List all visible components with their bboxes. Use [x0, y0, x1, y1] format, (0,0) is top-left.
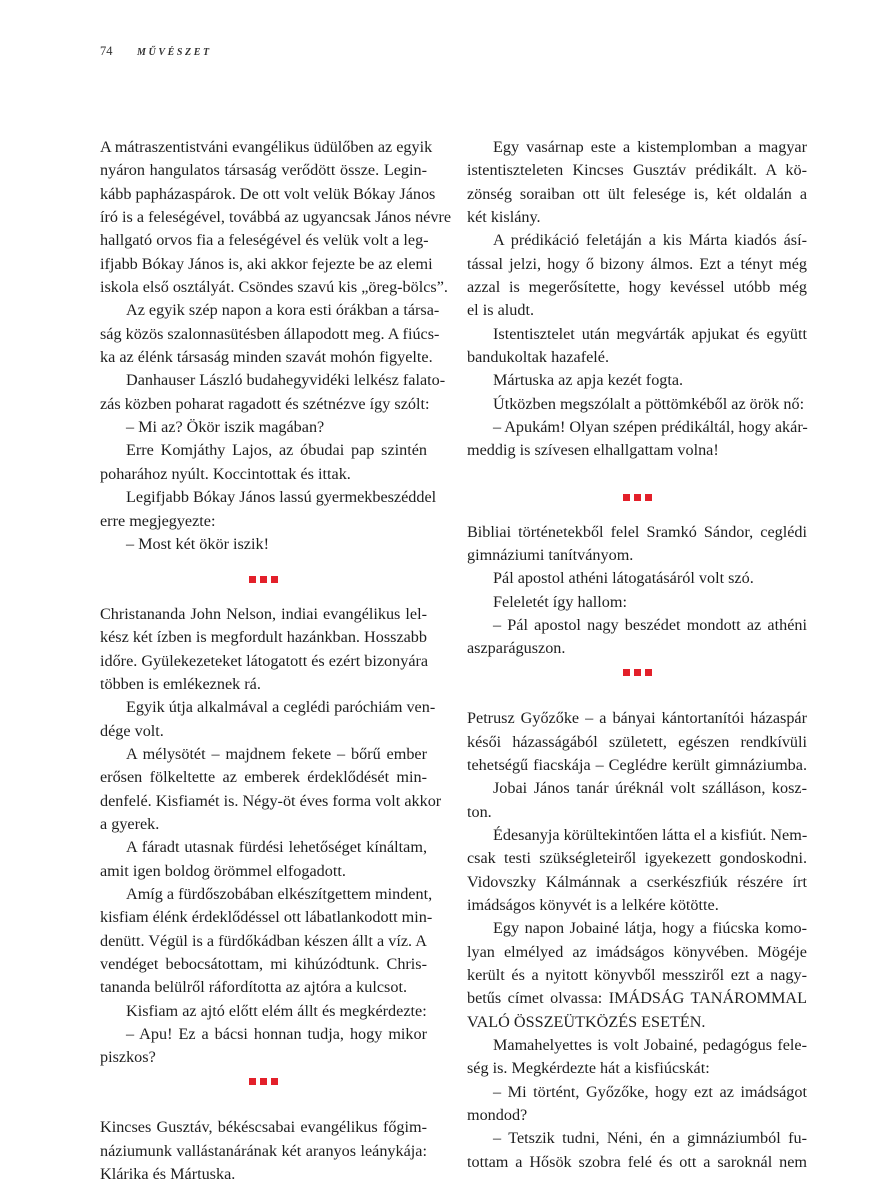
text-line: dége volt.: [100, 721, 164, 740]
text-line: hallgató orvos fia a feleségével és velük volt a leg-: [100, 231, 429, 250]
text-line: Istentisztelet után megvárták apjukat és együtt: [493, 324, 807, 343]
spacer: [100, 1093, 427, 1116]
text-line: került és a nyitott könyvből messziről ezt a nagy-: [467, 966, 807, 985]
square-bullet-icon: [623, 669, 630, 676]
text-line: Feleletét így hallom:: [493, 592, 627, 611]
text-line: amit igen boldog örömmel elfogadott.: [100, 861, 346, 880]
text-line: A prédikáció feletáján a kis Márta kiadós ásí-: [493, 231, 807, 250]
text-line: istentiszteleten Kincses Gusztáv prédikált. A kö-: [467, 161, 807, 180]
text-line: VALÓ ÖSSZEÜTKÖZÉS ESETÉN.: [467, 1012, 706, 1031]
square-bullet-icon: [249, 576, 256, 583]
text-line: meddig is szívesen elhallgattam volna!: [467, 441, 719, 460]
text-line: ka az élénk társaság minden szavát mohón figyelte.: [100, 348, 433, 367]
text-line: erősen fölkeltette az emberek érdeklődését min-: [100, 768, 427, 787]
square-bullet-icon: [645, 494, 652, 501]
text-line: A fáradt utasnak fürdési lehetőséget kínáltam,: [126, 838, 427, 857]
text-line: Erre Komjáthy Lajos, az óbudai pap szintén: [126, 441, 427, 460]
text-line: ifjabb Bókay János is, aki akkor fejezte be az elemi: [100, 254, 433, 273]
text-line: Klárika és Mártuska.: [100, 1165, 236, 1184]
text-line: többen is emlékeznek rá.: [100, 674, 261, 693]
section-title: MŰVÉSZET: [137, 47, 212, 58]
text-line: Édesanyja körültekintően látta el a kisfiút. Nem-: [493, 825, 808, 844]
text-line: el is aludt.: [467, 301, 534, 320]
running-head: [100, 44, 212, 59]
square-bullet-icon: [260, 576, 267, 583]
text-line: a gyerek.: [100, 814, 160, 833]
text-line: – Pál apostol nagy beszédet mondott az athéni: [493, 615, 807, 634]
text-line: Útközben megszólalt a pöttömkéből az örök nő:: [493, 394, 805, 413]
text-line: zás közben poharat ragadott és szétnézve így szólt:: [100, 394, 430, 413]
section-break-ornament: [100, 1070, 427, 1093]
text-line: csak testi szükségleteiről igyekezett gondoskodni.: [467, 849, 807, 868]
page-number: 74: [100, 44, 113, 58]
text-line: – Apukám! Olyan szépen prédikáltál, hogy akár-: [493, 418, 808, 437]
text-line: ság közös szalonnasütésben állapodott meg. A fiúcs-: [100, 324, 440, 343]
square-bullet-icon: [645, 669, 652, 676]
text-line: ség is. Megkérdezte hát a kisfiúcskát:: [467, 1059, 710, 1078]
text-line: tással jelzi, hogy ő bizony álmos. Ezt a tényt még: [467, 254, 807, 273]
text-line: Danhauser László budahegyvidéki lelkész falato-: [126, 371, 446, 390]
text-line: Az egyik szép napon a kora esti órákban a társa-: [126, 301, 440, 320]
text-line: betűs címet olvassa: IMÁDSÁG TANÁROMMAL: [467, 989, 807, 1008]
text-line: iskola első osztályát. Csöndes szavú kis „öreg-bölcs”.: [100, 278, 448, 297]
section-break-ornament: [467, 474, 807, 521]
square-bullet-icon: [623, 494, 630, 501]
text-line: író is a feleségével, továbbá az ugyancsak János névre: [100, 208, 452, 227]
text-line: késői házasságából született, egészen rendkívüli: [467, 732, 807, 751]
text-line: nyáron hangulatos társaság verődött össze. Legin-: [100, 161, 427, 180]
square-bullet-icon: [271, 1078, 278, 1085]
text-line: Amíg a fürdőszobában elkészítgettem mindent,: [126, 885, 433, 903]
text-line: – Mi az? Ökör iszik magában?: [126, 418, 325, 437]
square-bullet-icon: [249, 1078, 256, 1085]
text-line: Egy vasárnap este a kistemplomban a magyar: [493, 138, 807, 156]
text-line: Mamahelyettes is volt Jobainé, pedagógus fele-: [493, 1036, 807, 1055]
text-line: mondod?: [467, 1106, 528, 1125]
text-line: denütt. Végül is a fürdőkádban készen állt a víz. A: [100, 931, 427, 950]
text-line: Bibliai történetekből felel Sramkó Sándor, ceglédi: [467, 522, 807, 541]
square-bullet-icon: [271, 576, 278, 583]
right-text-column: [467, 136, 807, 1174]
text-line: – Most két ökör iszik!: [126, 534, 269, 553]
text-line: – Mi történt, Győzőke, hogy ezt az imádságot: [493, 1082, 807, 1101]
text-line: Petrusz Győzőke – a bányai kántortanítói házaspár: [467, 709, 807, 728]
text-line: Kisfiam az ajtó előtt elém állt és megkérdezte:: [126, 1001, 427, 1020]
text-line: tehetségű fiacskája – Ceglédre került gimnáziumba.: [467, 755, 807, 774]
spacer: [467, 684, 807, 707]
text-line: piszkos?: [100, 1048, 156, 1067]
square-bullet-icon: [260, 1078, 267, 1085]
text-line: A mélysötét – majdnem fekete – bőrű ember: [126, 744, 427, 763]
text-line: gimnáziumi tanítványom.: [467, 545, 634, 564]
text-line: poharához nyúlt. Koccintottak és ittak.: [100, 464, 351, 483]
section-break-ornament: [467, 661, 807, 684]
text-line: Legifjabb Bókay János lassú gyermekbeszéddel: [126, 488, 437, 507]
text-line: kább papházaspárok. De ott volt velük Bókay János: [100, 184, 436, 203]
text-line: Jobai János tanár úréknál volt szálláson, kosz-: [493, 779, 807, 798]
text-line: denfelé. Kisfiamét is. Négy-öt éves forma volt akkor: [100, 791, 442, 810]
text-line: két kislány.: [467, 208, 541, 227]
text-line: bandukoltak hazafelé.: [467, 348, 610, 367]
text-line: Egyik útja alkalmával a ceglédi paróchiám ven-: [126, 698, 436, 717]
text-line: erre megjegyezte:: [100, 511, 216, 530]
text-line: aszparáguszon.: [467, 639, 566, 658]
text-line: tananda belülről ráfordította az ajtóra a kulcsot.: [100, 978, 407, 997]
text-line: ton.: [467, 802, 492, 821]
square-bullet-icon: [634, 494, 641, 501]
text-line: Kincses Gusztáv, békéscsabai evangélikus főgim-: [100, 1118, 427, 1137]
text-line: tottam a Hősök szobra felé és ott a saroknál nem: [467, 1152, 807, 1171]
text-line: – Tetszik tudni, Néni, én a gimnáziumból fu-: [493, 1129, 807, 1148]
text-line: kisfiam élénk érdeklődéssel ott lábatlankodott min-: [100, 908, 433, 927]
text-line: Egy napon Jobainé látja, hogy a fiúcska komo-: [493, 919, 807, 938]
text-line: Mártuska az apja kezét fogta.: [493, 371, 684, 390]
text-line: vendéget bebocsátottam, mi kihúzódtunk. Chris-: [100, 955, 427, 974]
text-line: Christananda John Nelson, indiai evangélikus lel-: [100, 604, 427, 623]
text-line: imádságos könyvét is a lelkére kötötte.: [467, 896, 719, 914]
text-line: náziumunk vallástanárának két aranyos leánykája:: [100, 1141, 427, 1160]
text-line: kész két ízben is megfordult hazánkban. Hosszabb: [100, 628, 427, 647]
text-line: Vidovszky Kálmánnak a cserkészfiúk részére írt: [467, 872, 807, 891]
text-line: A mátraszentistváni evangélikus üdülőben az egyik: [100, 138, 433, 156]
text-line: Pál apostol athéni látogatásáról volt szó.: [493, 569, 754, 588]
text-line: időre. Gyülekezeteket látogatott és ezért bizonyára: [100, 651, 429, 670]
text-line: zönség soraiban ott ült felesége is, két oldalán a: [467, 184, 807, 203]
text-line: lyan elmélyed az imádságos könyvében. Mögéje: [467, 942, 807, 961]
text-line: azzal is megerősítette, hogy kevéssel utóbb még: [467, 278, 807, 297]
square-bullet-icon: [634, 669, 641, 676]
text-line: – Apu! Ez a bácsi honnan tudja, hogy mikor: [126, 1025, 427, 1044]
left-text-column: [100, 136, 452, 1186]
spacer: [467, 463, 807, 474]
section-break-ornament: [100, 556, 427, 603]
